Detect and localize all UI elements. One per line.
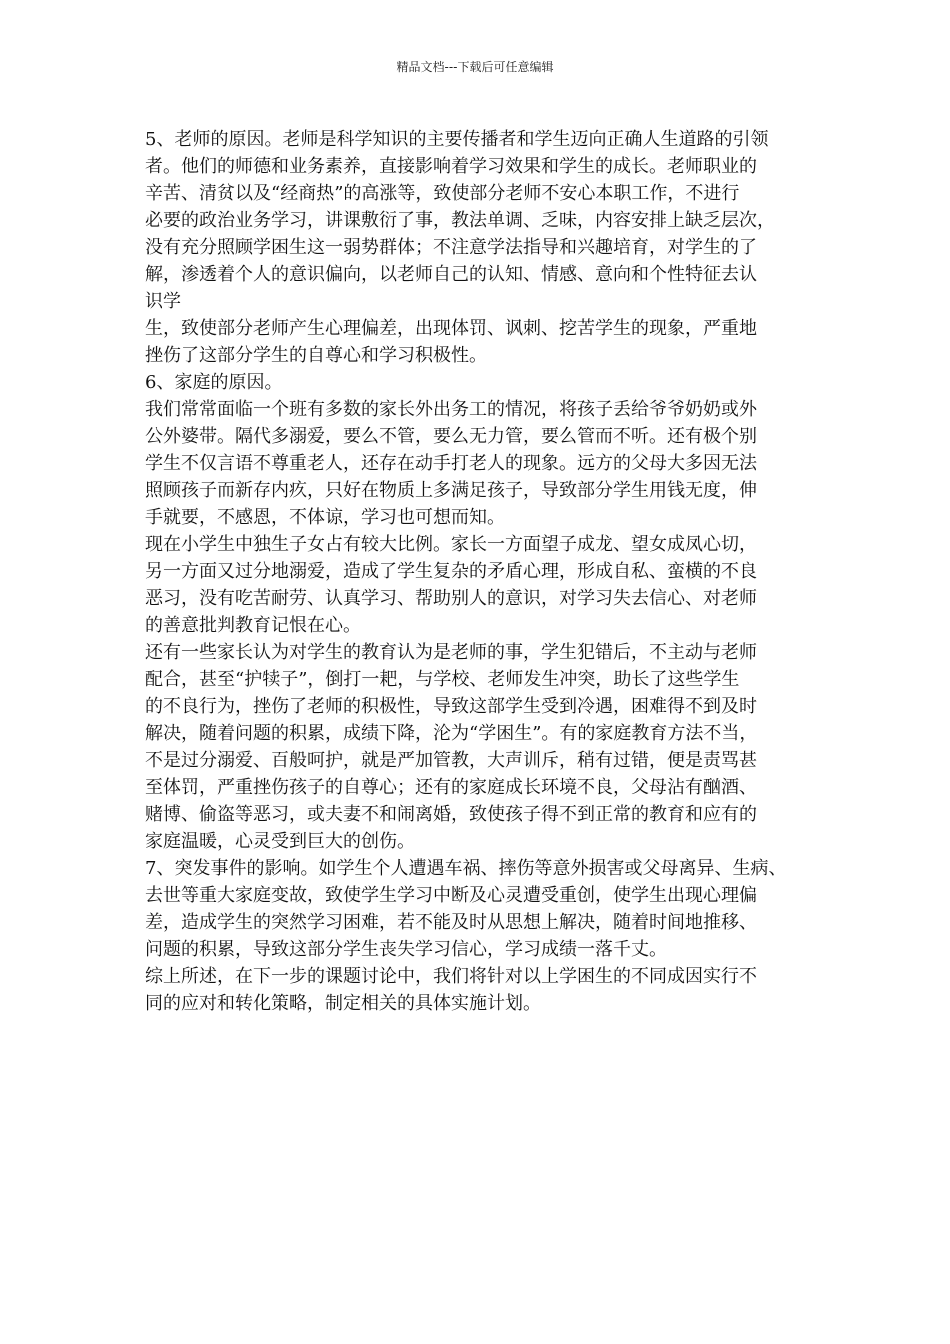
- text-line: 恶习，没有吃苦耐劳、认真学习、帮助别人的意识，对学习失去信心、对老师: [145, 588, 757, 609]
- text-line: 差，造成学生的突然学习困难，若不能及时从思想上解决，随着时间地推移、: [145, 912, 757, 933]
- text-line: 的善意批判教育记恨在心。: [145, 615, 361, 636]
- text-line: 家庭温暖，心灵受到巨大的创伤。: [145, 831, 415, 852]
- text-line: 没有充分照顾学困生这一弱势群体；不注意学法指导和兴趣培育，对学生的了: [145, 237, 757, 258]
- text-line: 者。他们的师德和业务素养，直接影响着学习效果和学生的成长。老师职业的: [145, 156, 757, 177]
- text-line: 配合，甚至“护犊子”，倒打一耙，与学校、老师发生冲突，助长了这些学生: [145, 669, 740, 690]
- page-header: 精品文档---下载后可任意编辑: [396, 60, 554, 74]
- text-line: 5、老师的原因。老师是科学知识的主要传播者和学生迈向正确人生道路的引领: [145, 129, 769, 150]
- section-heading: 6、家庭的原因。: [145, 372, 283, 393]
- text-line: 还有一些家长认为对学生的教育认为是老师的事，学生犯错后，不主动与老师: [145, 642, 757, 663]
- text-line: 赌博、偷盗等恶习，或夫妻不和闹离婚，致使孩子得不到正常的教育和应有的: [145, 804, 757, 825]
- text-line: 另一方面又过分地溺爱，造成了学生复杂的矛盾心理，形成自私、蛮横的不良: [145, 561, 757, 582]
- text-line: 公外婆带。隔代多溺爱，要么不管，要么无力管，要么管而不听。还有极个别: [145, 426, 757, 447]
- text-line: 学生不仅言语不尊重老人，还存在动手打老人的现象。远方的父母大多因无法: [145, 453, 757, 474]
- text-line: 解，渗透着个人的意识偏向，以老师自己的认知、情感、意向和个性特征去认: [145, 264, 757, 285]
- text-line: 我们常常面临一个班有多数的家长外出务工的情况，将孩子丢给爷爷奶奶或外: [145, 399, 757, 420]
- text-line: 照顾孩子而新存内疚，只好在物质上多满足孩子，导致部分学生用钱无度，伸: [145, 480, 757, 501]
- text-line: 必要的政治业务学习，讲课敷衍了事，教法单调、乏味，内容安排上缺乏层次，: [145, 210, 775, 231]
- text-line: 综上所述，在下一步的课题讨论中，我们将针对以上学困生的不同成因实行不: [145, 966, 757, 987]
- text-line: 生，致使部分老师产生心理偏差，出现体罚、讽刺、挖苦学生的现象，严重地: [145, 318, 757, 339]
- text-line: 解决，随着问题的积累，成绩下降，沦为“学困生”。有的家庭教育方法不当，: [145, 723, 758, 744]
- text-line: 辛苦、清贫以及“经商热”的高涨等，致使部分老师不安心本职工作，不进行: [145, 183, 740, 204]
- document-body: [145, 126, 817, 1017]
- text-line: 同的应对和转化策略，制定相关的具体实施计划。: [145, 993, 541, 1014]
- text-line: 现在小学生中独生子女占有较大比例。家长一方面望子成龙、望女成凤心切，: [145, 534, 757, 555]
- text-line: 问题的积累，导致这部分学生丧失学习信心，学习成绩一落千丈。: [145, 939, 667, 960]
- text-line: 去世等重大家庭变故，致使学生学习中断及心灵遭受重创，使学生出现心理偏: [145, 885, 757, 906]
- text-line: 7、突发事件的影响。如学生个人遭遇车祸、摔伤等意外损害或父母离异、生病、: [145, 858, 787, 879]
- text-line: 不是过分溺爱、百般呵护，就是严加管教，大声训斥，稍有过错，便是责骂甚: [145, 750, 757, 771]
- text-line: 识学: [145, 291, 181, 312]
- text-line: 手就要，不感恩，不体谅，学习也可想而知。: [145, 507, 505, 528]
- text-line: 至体罚，严重挫伤孩子的自尊心；还有的家庭成长环境不良，父母沾有酗酒、: [145, 777, 757, 798]
- text-line: 挫伤了这部分学生的自尊心和学习积极性。: [145, 345, 487, 366]
- text-line: 的不良行为，挫伤了老师的积极性，导致这部学生受到冷遇，困难得不到及时: [145, 696, 757, 717]
